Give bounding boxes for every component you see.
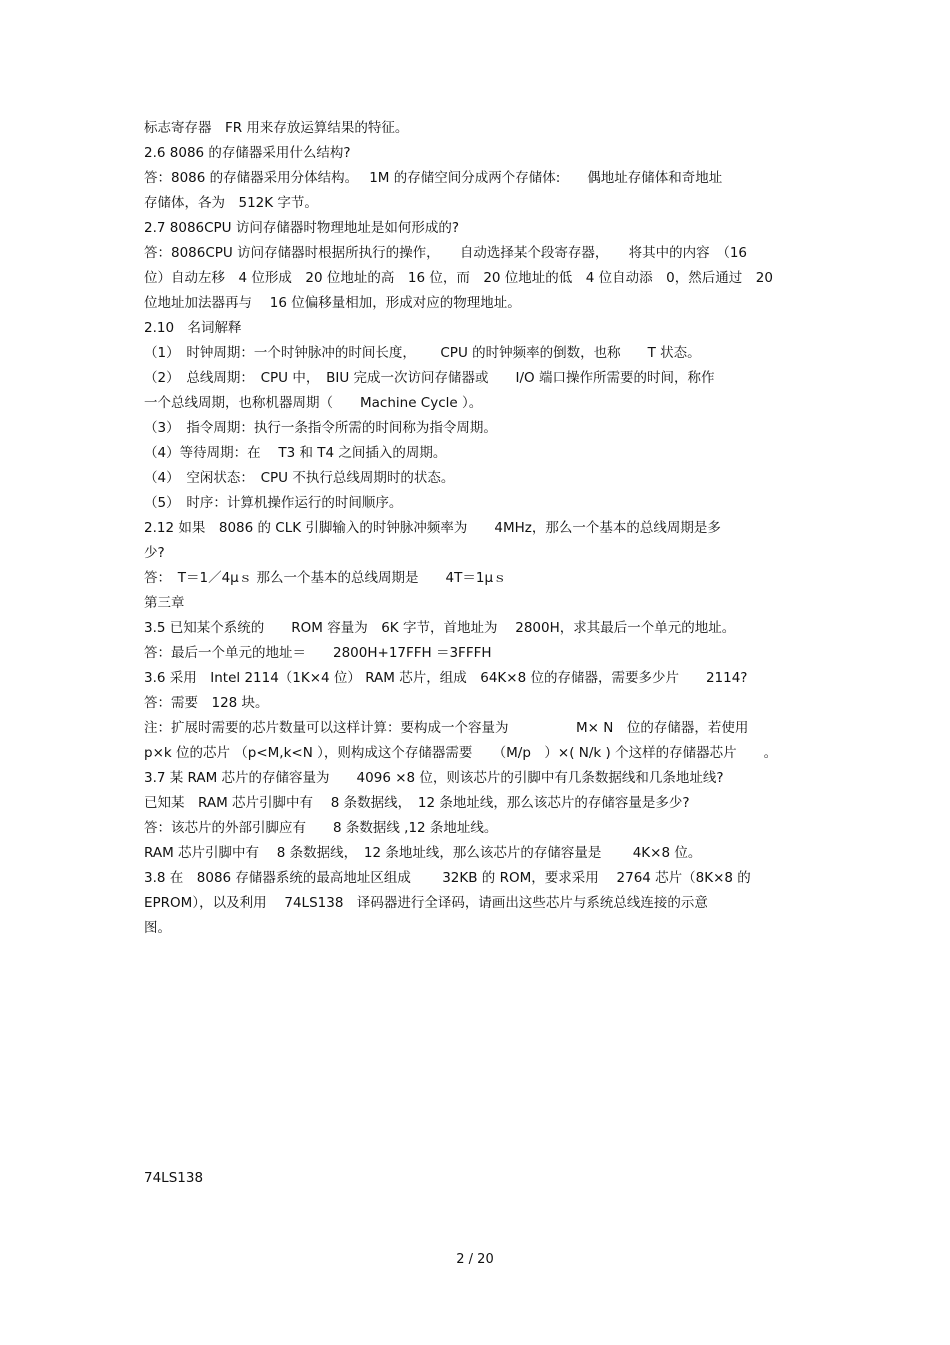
text-line: 一个总线周期，也称机器周期（ Machine Cycle ）。 — [144, 395, 483, 411]
text-line: EPROM），以及利用 74LS138 译码器进行全译码，请画出这些芯片与系统总线连接的示意 — [144, 895, 708, 911]
text-line: 答：最后一个单元的地址＝ 2800H+17FFH ＝3FFFH — [144, 645, 492, 661]
text-body — [144, 116, 814, 941]
text-line: 3.6 采用 Intel 2114（1K×4 位） RAM 芯片，组成 64K×8 位的存储器，需要多少片 2114? — [144, 670, 748, 686]
text-line: 答： T＝1／4μｓ 那么一个基本的总线周期是 4T＝1μｓ — [144, 570, 507, 586]
text-line: （3） 指令周期：执行一条指令所需的时间称为指令周期。 — [144, 420, 497, 436]
text-line: 3.7 某 RAM 芯片的存储容量为 4096 ×8 位，则该芯片的引脚中有几条数据线和几条地址线? — [144, 770, 724, 786]
text-line: 答：该芯片的外部引脚应有 8 条数据线 ,12 条地址线。 — [144, 820, 498, 836]
text-line: RAM 芯片引脚中有 8 条数据线， 12 条地址线，那么该芯片的存储容量是 4K×8 位。 — [144, 845, 702, 861]
text-line: （4） 空闲状态： CPU 不执行总线周期时的状态。 — [144, 470, 455, 486]
text-line: p×k 位的芯片 （p<M,k<N ），则构成这个存储器需要 （M/p ）×( N/k ) 个这样的存储器芯片 。 — [144, 745, 778, 761]
text-line: 答：8086CPU 访问存储器时根据所执行的操作， 自动选择某个段寄存器， 将其中的内容 （16 — [144, 245, 748, 261]
text-line: （4）等待周期：在 T3 和 T4 之间插入的周期。 — [144, 445, 447, 461]
text-line: 图。 — [144, 920, 171, 936]
text-line: 3.5 已知某个系统的 ROM 容量为 6K 字节，首地址为 2800H，求其最后一个单元的地址。 — [144, 620, 736, 636]
text-line: 少? — [144, 545, 165, 561]
text-line: 2.6 8086 的存储器采用什么结构? — [144, 145, 351, 161]
text-line: （2） 总线周期： CPU 中， BIU 完成一次访问存储器或 I/O 端口操作所需要的时间，称作 — [144, 370, 715, 386]
text-line: 存储体，各为 512K 字节。 — [144, 195, 318, 211]
text-line: 2.7 8086CPU 访问存储器时物理地址是如何形成的? — [144, 220, 460, 236]
text-line: （1） 时钟周期：一个时钟脉冲的时间长度， CPU 的时钟频率的倒数，也称 T 状态。 — [144, 345, 701, 361]
text-line: 位地址加法器再与 16 位偏移量相加，形成对应的物理地址。 — [144, 295, 521, 311]
figure-label: 74LS138 — [144, 1170, 204, 1186]
text-line: 注：扩展时需要的芯片数量可以这样计算：要构成一个容量为 M× N 位的存储器，若使用 — [144, 720, 749, 736]
text-line: （5） 时序：计算机操作运行的时间顺序。 — [144, 495, 403, 511]
text-line: 2.10 名词解释 — [144, 320, 242, 336]
text-line: 2.12 如果 8086 的 CLK 引脚输入的时钟脉冲频率为 4MHz，那么一个基本的总线周期是多 — [144, 520, 721, 536]
text-line: 第三章 — [144, 595, 185, 611]
text-line: 位）自动左移 4 位形成 20 位地址的高 16 位，而 20 位地址的低 4 位自动添 0，然后通过 20 — [144, 270, 773, 286]
text-line: 标志寄存器 FR 用来存放运算结果的特征。 — [144, 120, 409, 136]
text-line: 答：需要 128 块。 — [144, 695, 269, 711]
page-number: 2 / 20 — [456, 1252, 494, 1267]
text-line: 已知某 RAM 芯片引脚中有 8 条数据线， 12 条地址线，那么该芯片的存储容量是多少? — [144, 795, 690, 811]
text-line: 3.8 在 8086 存储器系统的最高地址区组成 32KB 的 ROM，要求采用 2764 芯片（8K×8 的 — [144, 870, 751, 886]
text-line: 答：8086 的存储器采用分体结构。 1M 的存储空间分成两个存储体: 偶地址存储体和奇地址 — [144, 170, 723, 186]
